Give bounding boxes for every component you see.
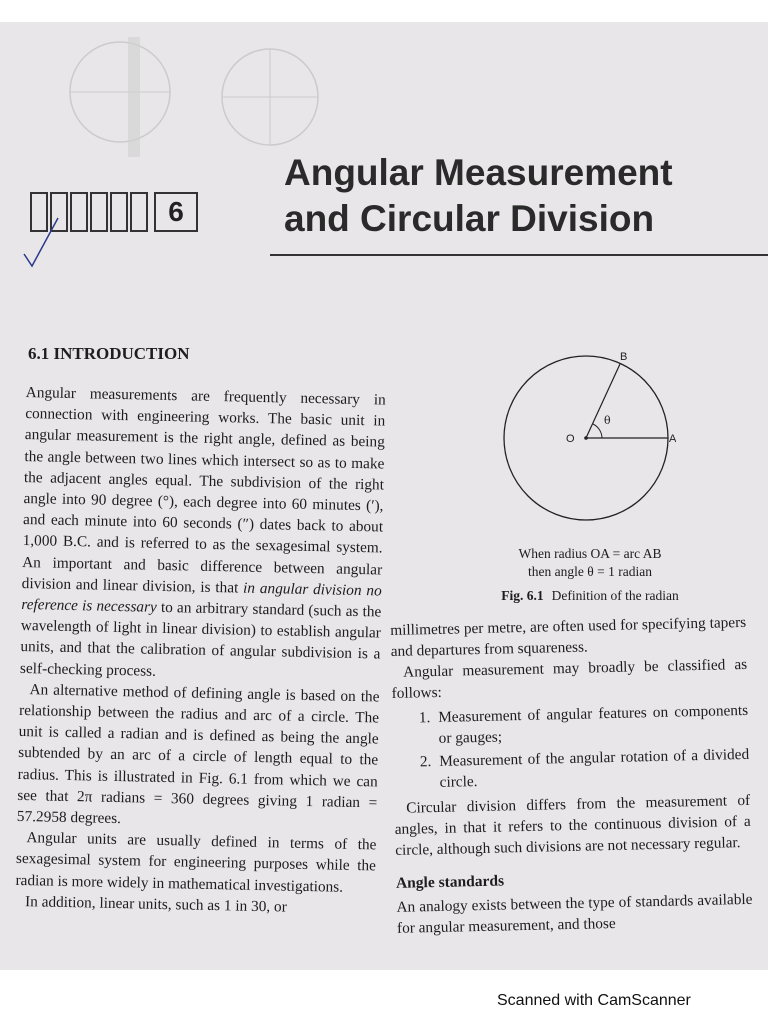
paragraph-circular-division: Circular division differs from the measurement of angles, in that it refers to the continuous division of a circle, although such divisions are not necessary regular. [394,791,751,859]
section-heading: 6.1 INTRODUCTION [28,344,190,363]
label-a: A [669,433,676,445]
subheading-angle-standards: Angle standards [395,872,505,892]
left-column [15,382,386,920]
scanner-watermark: Scanned with CamScanner [497,992,691,1009]
chapter-title-line1: Angular Measurement [284,152,673,193]
list-item: 2. Measurement of the angular rotation of a divided circle. [435,744,750,793]
label-theta: θ [604,414,611,427]
center-point [584,436,588,440]
paragraph-tapers: millimetres per metre, are often used for specifying tapers and departures from squareness. [390,613,747,660]
chapter-title [284,150,673,242]
text-span: Angular measurements are frequently necessary in connection with engineering works. The basic unit in angular measurement is the right angle, defined as being the angle between two lines which intersect so as to make the adjacent angles equal. The subdivision of the right angle into 90 degree (°), each degree into 60 minutes (′), and each minute into 60 seconds (″) dates back to about 1,000 B.C. and is referred to as the sexagesimal system. An important and basic difference between angular division and linear division, is that [21,383,386,597]
paragraph-classification: Angular measurement may broadly be classified as follows: [391,655,748,702]
paragraph-analogy: An analogy exists between the type of standards available for angular measurement, and those [396,890,753,937]
radius-ob [586,364,620,438]
paragraph-linear-units: In addition, linear units, such as 1 in 30, or [24,892,287,916]
angle-arc [593,424,602,438]
figure-title: Definition of the radian [551,588,679,603]
caption-line1: When radius OA = arc AB [518,546,662,561]
figure-number: Fig. 6.1 [501,588,544,603]
classification-list [392,700,750,794]
figure-caption [470,545,710,605]
figure-label [470,587,710,605]
pen-tick-mark [22,214,62,274]
bleed-through-figure [40,22,320,172]
emphasis-text: in angular division no reference is necessary [21,579,382,616]
title-rule [270,254,768,256]
caption-line2: then angle θ = 1 radian [528,564,652,579]
list-item: 1. Measurement of angular features on components or gauges; [434,700,749,749]
chapter-box [130,192,148,232]
chapter-box [90,192,108,232]
paragraph-radian: An alternative method of defining angle is based on the relationship between the radius and arc of a circle. The unit is called a radian and is defined as being the angle subtended by an arc of a circle of length equal to the radius. This is illustrated in Fig. 6.1 from which we can see that 2π radians = 360 degrees giving 1 radian = 57.2958 degrees. [16,680,380,828]
radian-diagram [486,348,676,528]
paragraph-intro [20,382,386,686]
chapter-title-line2: and Circular Division [284,198,655,239]
right-column [390,612,753,939]
label-b: B [620,351,628,363]
label-o: O [566,433,575,445]
chapter-box [110,192,128,232]
text-span: to an arbitrary standard (such as the wavelength of light in linear division) to establish angular units, and that the calibration of angular subdivision is a self-checking process. [19,598,382,680]
scanned-page [0,22,768,970]
paragraph-units: Angular units are usually defined in terms of the sexagesimal system for engineering purposes while the radian is more widely in mathematical investigations. [15,829,377,896]
chapter-number: 6 [154,192,198,232]
chapter-box [70,192,88,232]
